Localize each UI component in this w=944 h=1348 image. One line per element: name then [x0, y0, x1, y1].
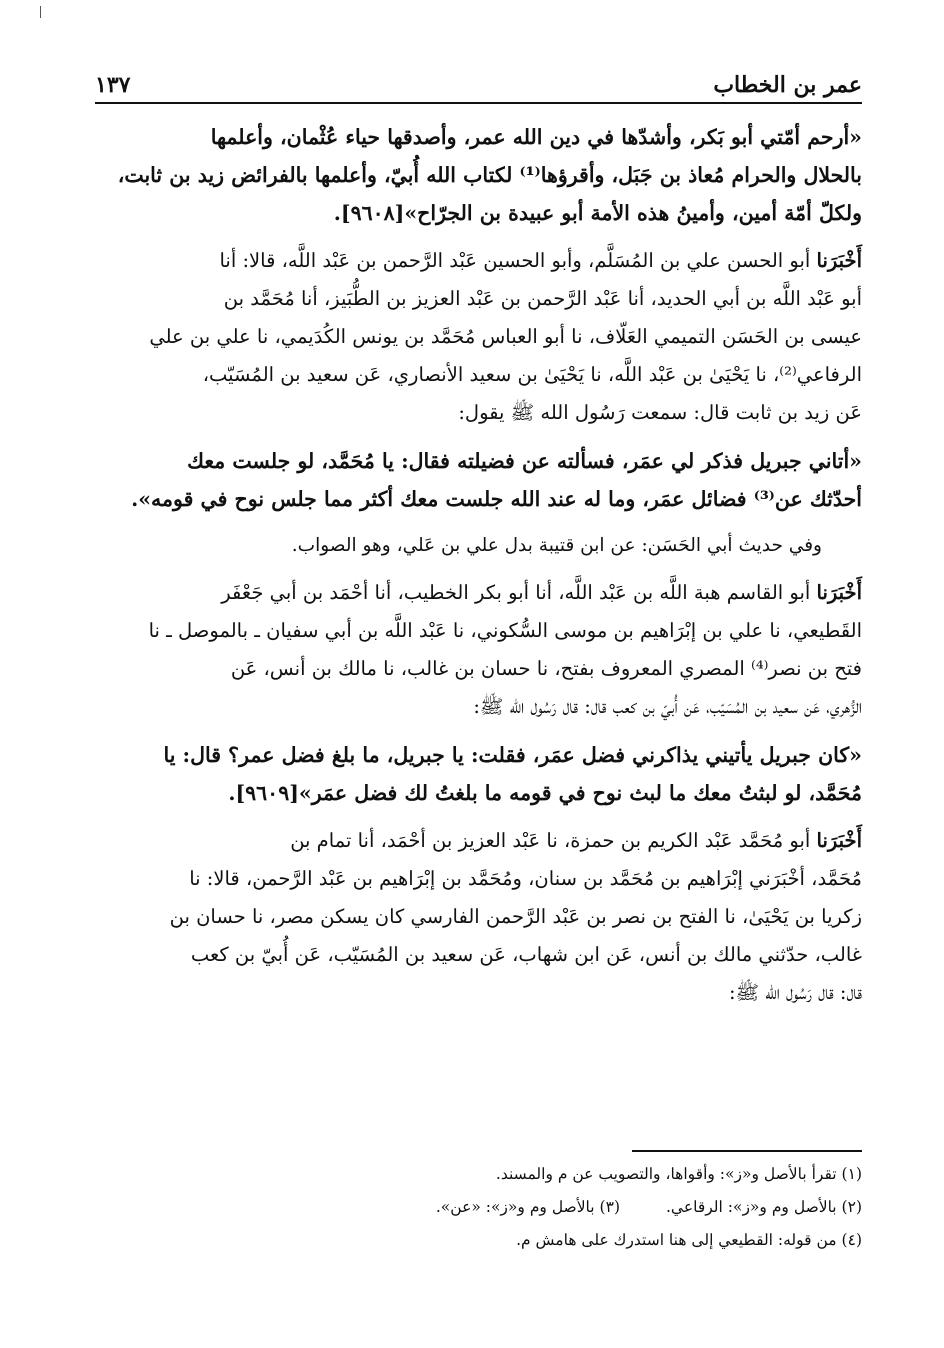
- footnote-text: من قوله: القطيعي إلى هنا استدرك على هامش م.: [516, 1231, 837, 1249]
- text-line: قال: قال رَسُول الله ﷺ:: [728, 981, 862, 1004]
- text-line: الزُّهري، عَن سعيد بن المُسَيّب، عَن أُبيّ بن كعب قال: قال رَسُول الله ﷺ:: [473, 695, 862, 718]
- akhbarana-lead: أَخْبَرَنا: [816, 581, 862, 604]
- footnote-4: [85, 1224, 862, 1257]
- text-line: مُحَمَّد، لو لبثتُ معك ما لبث نوح في قومه ما بلغتُ لك فضل عمَر»[٩٦٠٩].: [228, 781, 862, 805]
- text-line: «أتاني جبريل فذكر لي عمَر، فسألته عن فضيلته فقال: يا مُحَمَّد، لو جلست معك: [187, 449, 862, 473]
- text-line-rest: أبو الحسن علي بن المُسَلَّم، وأبو الحسين عَبْد الرَّحمن بن عَبْد اللَّه، قالا: أنا: [219, 249, 817, 272]
- footnote-2: [666, 1191, 862, 1224]
- footnote-text: تقرأ بالأصل و«ز»: وأقواها، والتصويب عن م والمسند.: [495, 1165, 837, 1183]
- text-line: عَن زيد بن ثابت قال: سمعت رَسُول الله ﷺ يقول:: [458, 401, 862, 424]
- footnote-number: (٤): [841, 1231, 862, 1249]
- akhbarana-lead: أَخْبَرَنا: [816, 249, 862, 272]
- main-text: [85, 118, 862, 1022]
- footnotes: [85, 1150, 862, 1257]
- footnote-number: (١): [841, 1165, 862, 1183]
- text-line: زكريا بن يَحْيَىٰ، نا الفتح بن نصر بن عَبْد الرَّحمن الفارسي كان يسكن مصر، نا حسان بن: [169, 905, 862, 928]
- footnote-3: [436, 1191, 620, 1224]
- isnad-paragraph: [85, 242, 862, 432]
- hadith-paragraph: [85, 118, 862, 232]
- page-number: ١٣٧: [95, 72, 131, 98]
- text-line-rest: أبو مُحَمَّد عَبْد الكريم بن حمزة، نا عَبْد العزيز بن أحْمَد، أنا تمام بن: [290, 829, 817, 852]
- text-line: [85, 822, 862, 860]
- hadith-paragraph: [85, 736, 862, 812]
- hadith-paragraph: [85, 442, 862, 518]
- text-line: أحدّثك عن⁽³⁾ فضائل عمَر، وما له عند الله جلست معك أكثر مما جلس نوح في قومه».: [131, 487, 862, 511]
- footnote-1: [85, 1158, 862, 1191]
- text-line: الرفاعي⁽²⁾، نا يَحْيَىٰ بن عَبْد اللَّه، نا يَحْيَىٰ بن سعيد الأنصاري، عَن سعيد بن المُسَيّب،: [202, 363, 862, 386]
- text-line: أبو عَبْد اللَّه بن أبي الحديد، أنا عَبْد الرَّحمن بن عَبْد العزيز بن الطُّبَيز، أنا مُحَمَّد بن: [223, 287, 862, 310]
- variant-note: [85, 528, 862, 564]
- footnote-rule: [632, 1150, 862, 1152]
- text-line: «أرحم أمّتي أبو بَكر، وأشدّها في دين الله عمر، وأصدقها حياء عُثْمان، وأعلمها: [210, 125, 862, 149]
- text-line: مُحَمَّد، أخْبَرَني إبْرَاهيم بن مُحَمَّد بن سنان، ومُحَمَّد بن إبْرَاهيم بن عَبْد الرَّحمن، قالا: نا: [189, 867, 862, 890]
- text-line: [85, 242, 862, 280]
- scan-mark: [40, 6, 41, 18]
- isnad-paragraph: [85, 822, 862, 1012]
- text-line: [85, 574, 862, 612]
- text-line-rest: أبو القاسم هبة اللَّه بن عَبْد اللَّه، أنا أبو بكر الخطيب، أنا أحْمَد بن أبي جَعْفَر: [221, 581, 817, 604]
- akhbarana-lead: أَخْبَرَنا: [816, 829, 862, 852]
- text-line: «كان جبريل يأتيني يذاكرني فضل عمَر، فقلت: يا جبريل، ما بلغ فضل عمر؟ قال: يا: [163, 743, 862, 767]
- text-line: وفي حديث أبي الحَسَن: عن ابن قتيبة بدل علي بن عَلي، وهو الصواب.: [291, 535, 822, 556]
- text-line: بالحلال والحرام مُعاذ بن جَبَل، وأقرؤها⁽¹⁾ لكتاب الله أُبيّ، وأعلمها بالفرائض زيد بن ثابت،: [117, 163, 862, 187]
- text-line: عيسى بن الحَسَن التميمي العَلّاف، نا أبو العباس مُحَمَّد بن يونس الكُدَيمي، نا علي بن علي: [149, 325, 862, 348]
- text-line: القَطيعي، نا علي بن إبْرَاهيم بن موسى السُّكوني، نا عَبْد اللَّه بن أبي سفيان ـ بالموصل ـ نا: [148, 619, 862, 642]
- footnote-2-3: [85, 1191, 862, 1224]
- text-line: غالب، حدّثني مالك بن أنس، عَن ابن شهاب، عَن سعيد بن المُسَيّب، عَن أُبيّ بن كعب: [190, 943, 862, 966]
- footnote-text: بالأصل وم و«ز»: الرقاعي.: [666, 1198, 837, 1216]
- text-line: فتح بن نصر⁽⁴⁾ المصري المعروف بفتح، نا حسان بن غالب، نا مالك بن أنس، عَن: [230, 657, 862, 680]
- isnad-paragraph: [85, 574, 862, 726]
- footnote-text: بالأصل وم و«ز»: «عن».: [435, 1198, 595, 1216]
- footnote-number: (٢): [841, 1198, 862, 1216]
- header-title: عمر بن الخطاب: [713, 72, 862, 98]
- text-line: ولكلّ أمّة أمين، وأمينُ هذه الأمة أبو عبيدة بن الجرّاح»[٩٦٠٨].: [333, 201, 862, 225]
- running-header: [95, 58, 862, 104]
- footnote-number: (٣): [599, 1198, 620, 1216]
